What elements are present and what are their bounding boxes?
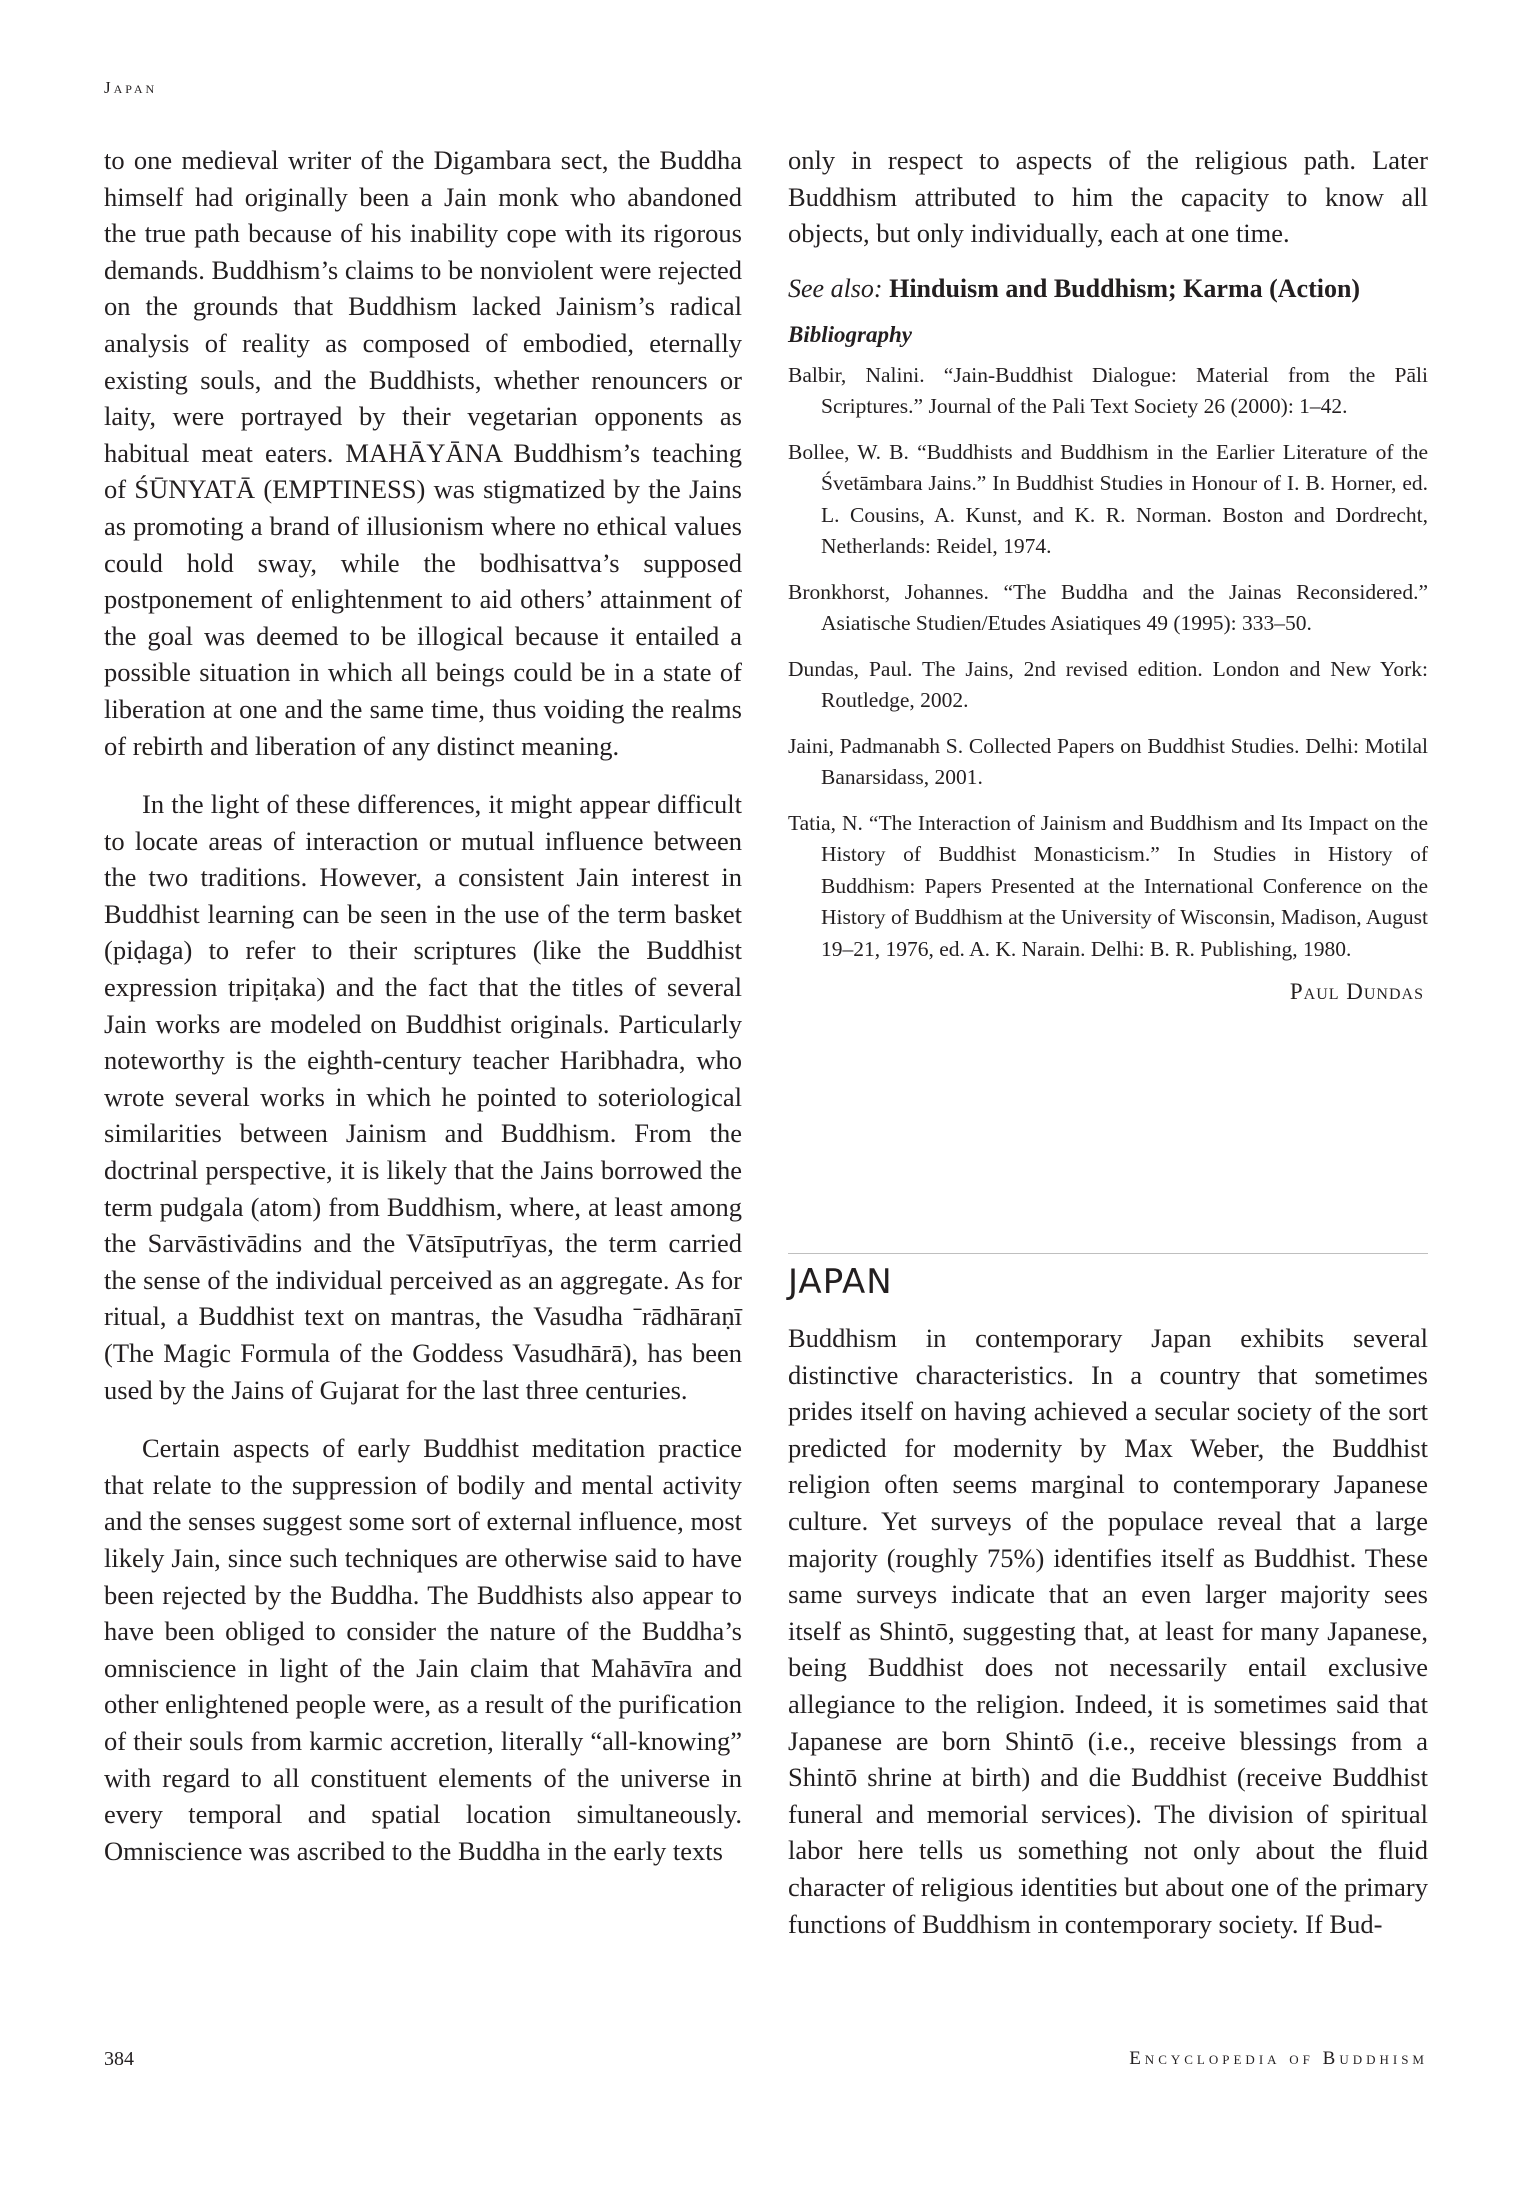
bibliography-entry: Dundas, Paul. The Jains, 2nd revised edition. London and New York: Routledge, 2002. <box>788 656 1428 713</box>
paragraph: to one medieval writer of the Digambara sect, the Buddha himself had originally been a Jain monk who abandoned the true path because of his inability cope with its rigorous demands. Buddhism’s claims to be nonviolent were rejected on the grounds that Buddhism lacked Jainism’s radical analysis of reality as composed of embodied, eternally existing souls, and the Buddhists, whether renouncers or laity, were portrayed by their vegetarian opponents as habitual meat eaters. MAHĀYĀNA Buddhism’s teaching of ŚŪNYATĀ (EMPTINESS) was stigmatized by the Jains as promoting a brand of illusionism where no ethical values could hold sway, while the bodhisattva’s supposed postponement of enlightenment to aid others’ attainment of the goal was deemed to be illogical because it entailed a possible situation in which all beings could be in a state of liberation at one and the same time, thus voiding the realms of rebirth and liberation of any distinct meaning. <box>104 145 742 761</box>
bibliography-entry: Bollee, W. B. “Buddhists and Buddhism in the Earlier Literature of the Śvetāmbara Jains.” In Buddhist Studies in Honour of I. B. Horner, ed. L. Cousins, A. Kunst, and K. R. Norman. Boston and Dordrecht, Netherlands: Reidel, 1974. <box>788 439 1428 559</box>
bibliography-heading: Bibliography <box>788 321 912 347</box>
book-title: Encyclopedia of Buddhism <box>1129 2048 1428 2069</box>
bibliography-entry: Balbir, Nalini. “Jain-Buddhist Dialogue: Material from the Pāli Scriptures.” Journal of the Pali Text Society 26 (2000): 1–42. <box>788 362 1428 419</box>
running-head: Japan <box>104 78 158 97</box>
bibliography-entry: Jaini, Padmanabh S. Collected Papers on Buddhist Studies. Delhi: Motilal Banarsidass, 2001. <box>788 733 1428 790</box>
paragraph: In the light of these differences, it might appear difficult to locate areas of interaction or mutual influence between the two traditions. However, a consistent Jain interest in Buddhist learning can be seen in the use of the term basket (piḍaga) to refer to their scriptures (like the Buddhist expression tripiṭaka) and the fact that the titles of several Jain works are modeled on Buddhist originals. Particularly noteworthy is the eighth-century teacher Haribhadra, who wrote several works in which he pointed to soteriological similarities between Jainism and Buddhism. From the doctrinal perspective, it is likely that the Jains borrowed the term pudgala (atom) from Buddhism, where, at least among the Sarvāstivādins and the Vātsīputrīyas, the term carried the sense of the individual perceived as an aggregate. As for ritual, a Buddhist text on mantras, the Vasudha ˉrādhāraṇī (The Magic Formula of the Goddess Vasudhārā), has been used by the Jains of Gujarat for the last three centuries. <box>104 789 742 1405</box>
right-column <box>788 142 1428 1005</box>
left-column <box>104 142 742 1891</box>
bibliography-entry: Tatia, N. “The Interaction of Jainism and Buddhism and Its Impact on the History of Buddhist Monasticism.” In Studies in History of Buddhism: Papers Presented at the International Conference on the History of Buddhism at the University of Wisconsin, Madison, August 19–21, 1976, ed. A. K. Narain. Delhi: B. R. Publishing, 1980. <box>788 810 1428 961</box>
continuation-paragraph: only in respect to aspects of the religious path. Later Buddhism attributed to him the capacity to know all objects, but only individually, each at one time. <box>788 145 1428 249</box>
article-author: Paul Dundas <box>1289 979 1424 1005</box>
entry-body <box>788 1320 1428 1964</box>
see-also-label: See also: <box>788 273 883 303</box>
see-also-refs[interactable]: Hinduism and Buddhism; Karma (Action) <box>889 273 1361 303</box>
section-divider <box>788 1253 1428 1254</box>
page-number: 384 <box>104 2048 134 2070</box>
entry-title: JAPAN <box>788 1262 893 1302</box>
paragraph: Buddhism in contemporary Japan exhibits several distinctive characteristics. In a country that sometimes prides itself on having achieved a secular society of the sort predicted for modernity by Max Weber, the Buddhist religion often seems marginal to contemporary Japanese culture. Yet surveys of the populace reveal that a large majority (roughly 75%) identifies itself as Buddhist. These same surveys indicate that an even larger majority sees itself as Shintō, suggesting that, at least for many Japanese, being Buddhist does not necessarily entail exclusive allegiance to the religion. Indeed, it is sometimes said that Japanese are born Shintō (i.e., receive blessings from a Shintō shrine at birth) and die Buddhist (receive Buddhist funeral and memorial services). The division of spiritual labor here tells us something not only about the fluid character of religious identities but about one of the primary functions of Buddhism in contemporary society. If Bud- <box>788 1323 1428 1939</box>
bibliography-entry: Bronkhorst, Johannes. “The Buddha and the Jainas Reconsidered.” Asiatische Studien/Etudes Asiatiques 49 (1995): 333–50. <box>788 579 1428 636</box>
paragraph: Certain aspects of early Buddhist meditation practice that relate to the suppression of bodily and mental activity and the senses suggest some sort of external influence, most likely Jain, since such techniques are otherwise said to have been rejected by the Buddha. The Buddhists also appear to have been obliged to consider the nature of the Buddha’s omniscience in light of the Jain claim that Mahāvīra and other enlightened people were, as a result of the purification of their souls from karmic accretion, literally “all-knowing” with regard to all constituent elements of the universe in every temporal and spatial location simultaneously. Omniscience was ascribed to the Buddha in the early texts <box>104 1433 742 1866</box>
see-also <box>788 274 1428 304</box>
